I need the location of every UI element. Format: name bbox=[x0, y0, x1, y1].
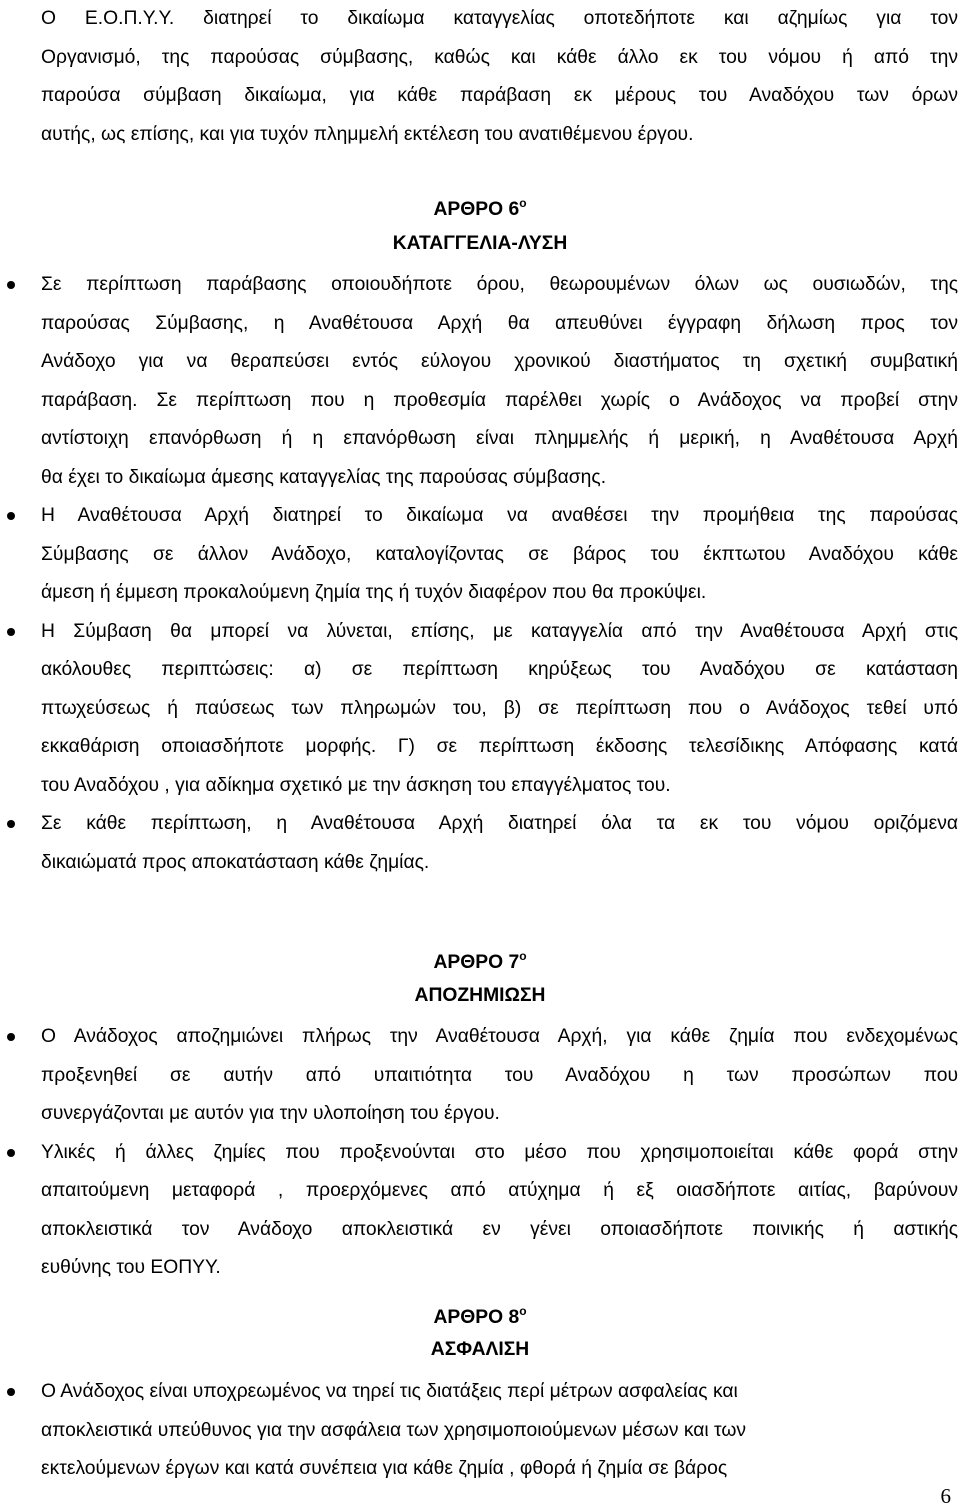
text-line: Σε περίπτωση παράβασης οποιουδήποτε όρου, θεωρουμένων όλων ως ουσιωδών, της bbox=[41, 274, 958, 295]
text-line: παράβαση. Σε περίπτωση που η προθεσμία παρέλθει χωρίς ο Ανάδοχος να προβεί στην bbox=[41, 389, 958, 411]
text-line: Σε κάθε περίπτωση, η Αναθέτουσα Αρχή διατηρεί όλα τα εκ του νόμου οριζόμενα bbox=[41, 813, 958, 834]
article-7-title: ΑΠΟΖΗΜΙΩΣΗ bbox=[414, 985, 546, 1006]
text-line: αποκλειστικά τον Ανάδοχο αποκλειστικά εν γένει οποιασδήποτε ποινικής ή αστικής bbox=[41, 1218, 958, 1240]
article-6-number: ΑΡΘΡΟ 6 bbox=[433, 199, 520, 220]
text-line: εκκαθάριση οποιασδήποτε μορφής. Γ) σε περίπτωση έκδοσης τελεσίδικης Απόφασης κατά bbox=[41, 736, 958, 757]
bullet-icon bbox=[7, 281, 15, 289]
article-6-list bbox=[0, 266, 960, 882]
text-line: προξενηθεί σε αυτήν από υπαιτιότητα του Αναδόχου η των προσώπων που bbox=[41, 1064, 958, 1086]
text-line: Σύμβασης σε άλλον Ανάδοχο, καταλογίζοντας σε βάρος του έκπτωτου Αναδόχου κάθε bbox=[41, 543, 958, 565]
bullet-icon bbox=[7, 1033, 15, 1041]
list-item bbox=[0, 805, 958, 882]
article-8-title: ΑΣΦΑΛΙΣΗ bbox=[430, 1339, 530, 1360]
intro-paragraph bbox=[41, 0, 958, 154]
text-line: συνεργάζονται με αυτόν για την υλοποίηση του έργου. bbox=[41, 1103, 500, 1124]
bullet-icon bbox=[7, 512, 15, 520]
text-line: Υλικές ή άλλες ζημίες που προξενούνται στο μέσο που χρησιμοποιείται κάθε φορά στην bbox=[41, 1141, 958, 1163]
page-number: 6 bbox=[940, 1484, 951, 1508]
text-line: του Αναδόχου , για αδίκημα σχετικό με την άσκηση του επαγγέλματος του. bbox=[41, 774, 671, 796]
article-8-number: ΑΡΘΡΟ 8 bbox=[433, 1307, 520, 1328]
text-line: Η Αναθέτουσα Αρχή διατηρεί το δικαίωμα να αναθέσει την προμήθεια της παρούσας bbox=[41, 505, 958, 526]
article-6-heading bbox=[0, 191, 960, 222]
bullet-icon bbox=[7, 1149, 15, 1157]
list-item bbox=[0, 266, 958, 497]
text-line: παρούσας Σύμβασης, η Αναθέτουσα Αρχή θα απευθύνει έγγραφη δήλωση προς τον bbox=[41, 312, 958, 334]
bullet-icon bbox=[7, 820, 15, 828]
article-7-ordinal: ο bbox=[519, 949, 527, 963]
article-7-heading bbox=[0, 944, 960, 975]
list-item bbox=[0, 1373, 958, 1489]
text-line: Ο Ανάδοχος αποζημιώνει πλήρως την Αναθέτουσα Αρχή, για κάθε ζημία που ενδεχομένως bbox=[41, 1026, 958, 1047]
text-line: θα έχει το δικαίωμα άμεσης καταγγελίας της παρούσας σύμβασης. bbox=[41, 466, 607, 488]
article-8-heading bbox=[0, 1299, 960, 1330]
article-6-ordinal: ο bbox=[519, 196, 527, 210]
text-line: Ο Ε.Ο.Π.Υ.Υ. διατηρεί το δικαίωμα καταγγελίας οποτεδήποτε και αζημίως για τον bbox=[41, 8, 958, 29]
list-item bbox=[0, 1018, 958, 1134]
text-line: πτωχεύσεως ή παύσεως των πληρωμών του, β) σε περίπτωση που ο Ανάδοχος τεθεί υπό bbox=[41, 697, 958, 719]
text-line: απαιτούμενη μεταφορά , προερχόμενες από ατύχημα ή εξ οιασδήποτε αιτίας, βαρύνουν bbox=[41, 1180, 958, 1201]
text-line: εκτελούμενων έργων και κατά συνέπεια για κάθε ζημία , φθορά ή ζημία σε βάρος bbox=[41, 1458, 728, 1479]
text-line: παρούσα σύμβαση δικαίωμα, για κάθε παράβαση εκ μέρους του Αναδόχου των όρων bbox=[41, 85, 958, 106]
bullet-icon bbox=[7, 628, 15, 636]
text-line: άμεση ή έμμεση προκαλούμενη ζημία της ή τυχόν διαφέρον που θα προκύψει. bbox=[41, 582, 707, 603]
text-line: Η Σύμβαση θα μπορεί να λύνεται, επίσης, με καταγγελία από την Αναθέτουσα Αρχή στις bbox=[41, 620, 958, 642]
article-7-list bbox=[0, 1018, 960, 1288]
text-line: Οργανισμό, της παρούσας σύμβασης, καθώς και κάθε άλλο εκ του νόμου ή από την bbox=[41, 46, 958, 68]
text-line: αποκλειστικά υπεύθυνος για την ασφάλεια των χρησιμοποιούμενων μέσων και των bbox=[41, 1419, 747, 1441]
list-item bbox=[0, 497, 958, 613]
text-line: ευθύνης του ΕΟΠΥΥ. bbox=[41, 1257, 221, 1278]
text-line: Ανάδοχο για να θεραπεύσει εντός εύλογου χρονικού διαστήματος τη σχετική συμβατική bbox=[41, 351, 958, 372]
list-item bbox=[0, 613, 958, 806]
text-line: Ο Ανάδοχος είναι υποχρεωμένος να τηρεί τις διατάξεις περί μέτρων ασφαλείας και bbox=[41, 1381, 738, 1402]
text-line: ακόλουθες περιπτώσεις: α) σε περίπτωση κηρύξεως του Αναδόχου σε κατάσταση bbox=[41, 659, 958, 680]
article-7-number: ΑΡΘΡΟ 7 bbox=[433, 952, 520, 973]
text-line: δικαιώματά προς αποκατάσταση κάθε ζημίας. bbox=[41, 851, 430, 873]
text-line: αντίστοιχη επανόρθωση ή η επανόρθωση είναι πλημμελής ή μερική, η Αναθέτουσα Αρχή bbox=[41, 428, 958, 449]
text-line: αυτής, ως επίσης, και για τυχόν πλημμελή εκτέλεση του ανατιθέμενου έργου. bbox=[41, 123, 694, 145]
bullet-icon bbox=[7, 1388, 15, 1396]
article-8-list bbox=[0, 1373, 960, 1489]
article-6-title: ΚΑΤΑΓΓΕΛΙΑ-ΛΥΣΗ bbox=[392, 233, 568, 254]
list-item bbox=[0, 1134, 958, 1288]
article-8-ordinal: ο bbox=[519, 1304, 527, 1318]
